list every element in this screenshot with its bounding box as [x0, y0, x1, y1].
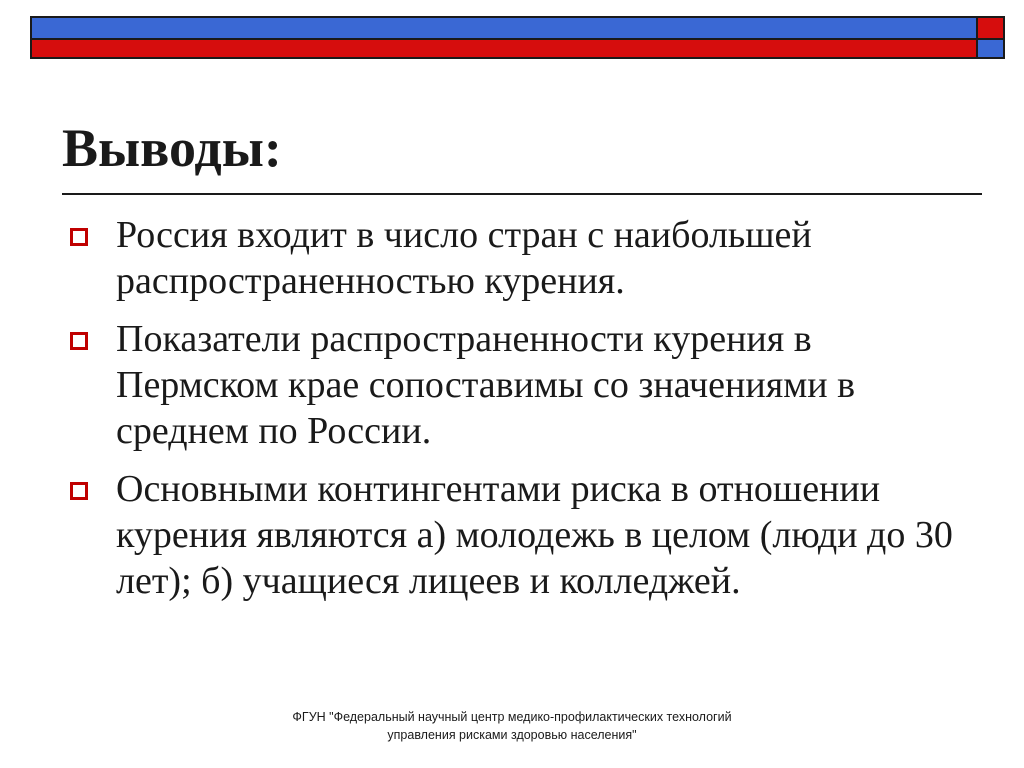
bullet-list [70, 212, 970, 616]
footer [0, 708, 1024, 744]
header-decoration [30, 16, 1005, 59]
square-bullet-icon [70, 228, 88, 246]
blue-bar [30, 16, 978, 40]
slide-title: Выводы: [62, 118, 282, 178]
blue-square [978, 40, 1005, 59]
red-bar [30, 40, 978, 59]
footer-line-2: управления рисками здоровью населения" [387, 728, 637, 742]
red-square [978, 16, 1005, 40]
bullet-item [70, 466, 970, 604]
bullet-item [70, 212, 970, 304]
bullet-item [70, 316, 970, 454]
bullet-text: Россия входит в число стран с наибольшей распространенностью курения. [116, 214, 812, 302]
bullet-text: Показатели распространенности курения в Пермском крае сопоставимы со значениями в среднем по России. [116, 318, 856, 452]
square-bullet-icon [70, 482, 88, 500]
square-bullet-icon [70, 332, 88, 350]
footer-line-1: ФГУН "Федеральный научный центр медико-профилактических технологий [292, 710, 732, 724]
bullet-text: Основными контингентами риска в отношении курения являются а) молодежь в целом (люди до 30 лет); б) учащиеся лицеев и колледжей. [116, 468, 953, 602]
title-divider [62, 193, 982, 195]
